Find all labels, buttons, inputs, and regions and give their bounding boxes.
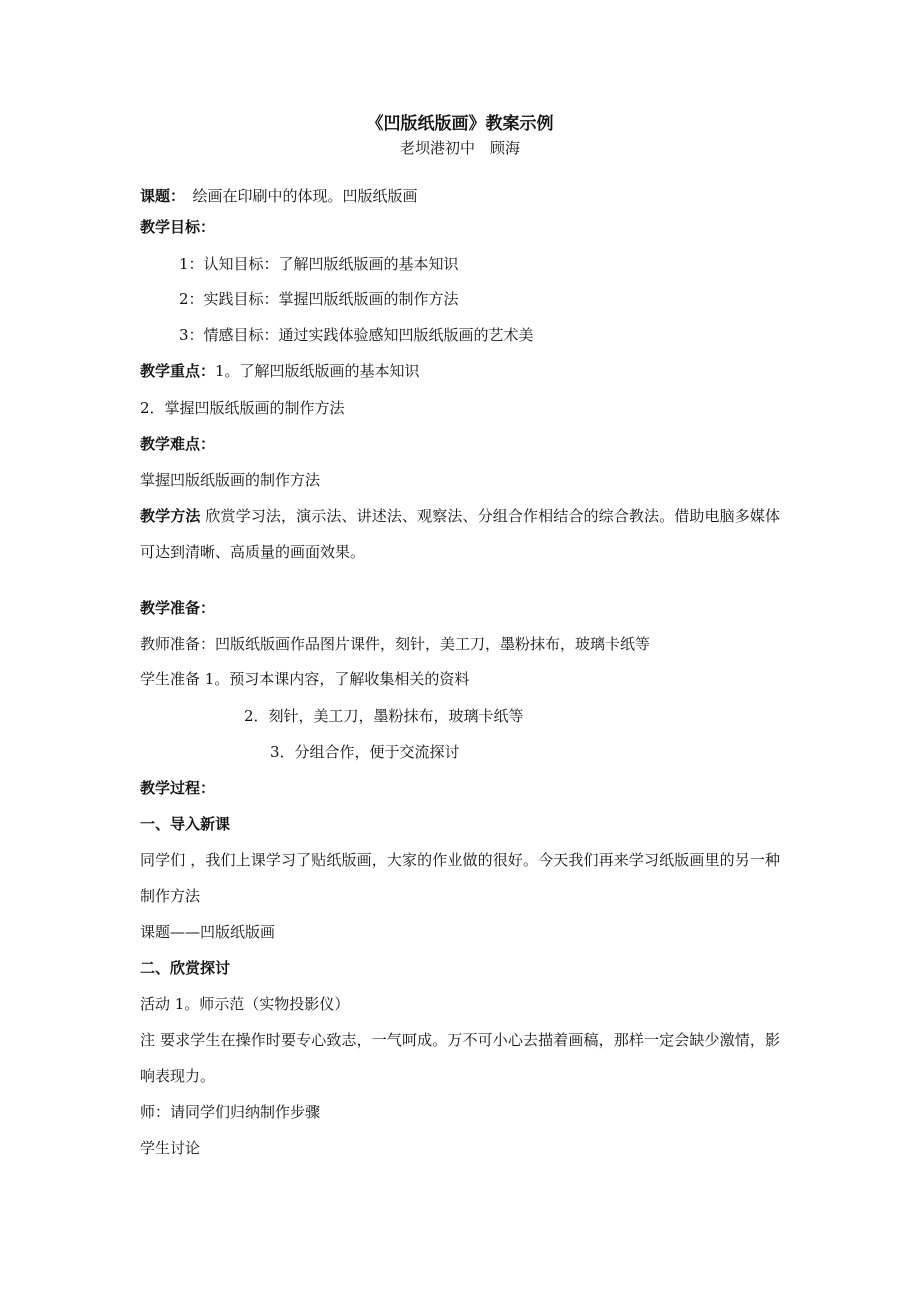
- method-label: 教学方法: [140, 507, 201, 525]
- student-discussion: 学生讨论: [140, 1139, 201, 1157]
- goals-label: 教学目标：: [140, 218, 216, 236]
- section-1-heading: 一、导入新课: [140, 815, 231, 833]
- goal-item-1: 1：认知目标：了解凹版纸版画的基本知识: [179, 255, 459, 273]
- topic-line: [140, 185, 780, 207]
- difficulty-label: 教学难点：: [140, 435, 216, 453]
- preparation-label: 教学准备：: [140, 599, 216, 617]
- process-label: 教学过程：: [140, 779, 216, 797]
- teacher-prompt: 师：请同学们归纳制作步骤: [140, 1103, 321, 1121]
- method-value: 欣赏学习法，演示法、讲述法、观察法、分组合作相结合的综合教法。借助电脑多媒体可达到清晰、高质量的画面效果。: [140, 507, 780, 561]
- topic-value: 绘画在印刷中的体现。凹版纸版画: [177, 187, 418, 205]
- goal-item-2: 2：实践目标：掌握凹版纸版画的制作方法: [179, 290, 459, 308]
- note-paragraph: 注 要求学生在操作时要专心致志，一气呵成。万不可小心去描着画稿，那样一定会缺少激情，影响表现力。: [140, 1031, 780, 1085]
- topic-label: 课题：: [140, 187, 178, 205]
- author-line: 老坝港初中 顾海: [399, 139, 520, 157]
- key-points-label: 教学重点：: [140, 362, 216, 380]
- difficulty-value: 掌握凹版纸版画的制作方法: [140, 471, 321, 489]
- student-preparation-3: 3．分组合作，便于交流探讨: [270, 743, 460, 761]
- student-preparation-1: 学生准备 1。预习本课内容，了解收集相关的资料: [140, 670, 470, 688]
- document-title: 《凹版纸版画》教案示例: [366, 114, 554, 134]
- key-point-1: 1。了解凹版纸版画的基本知识: [215, 362, 420, 380]
- section-2-heading: 二、欣赏探讨: [140, 959, 231, 977]
- section-1-text: 同学们 ，我们上课学习了贴纸版画，大家的作业做的很好。今天我们再来学习纸版画里的另一种制作方法: [140, 851, 780, 905]
- section-1-topic: 课题——凹版纸版画: [140, 923, 276, 941]
- student-preparation-2: 2．刻针，美工刀，墨粉抹布，玻璃卡纸等: [244, 707, 524, 725]
- activity-1: 活动 1。师示范（实物投影仪）: [140, 995, 350, 1013]
- teacher-preparation: 教师准备：凹版纸版画作品图片课件，刻针，美工刀，墨粉抹布，玻璃卡纸等: [140, 635, 651, 653]
- goal-item-3: 3：情感目标：通过实践体验感知凹版纸版画的艺术美: [179, 326, 534, 344]
- method-paragraph: [140, 498, 780, 570]
- key-points-line: [140, 360, 780, 382]
- key-point-2: 2．掌握凹版纸版画的制作方法: [140, 399, 345, 417]
